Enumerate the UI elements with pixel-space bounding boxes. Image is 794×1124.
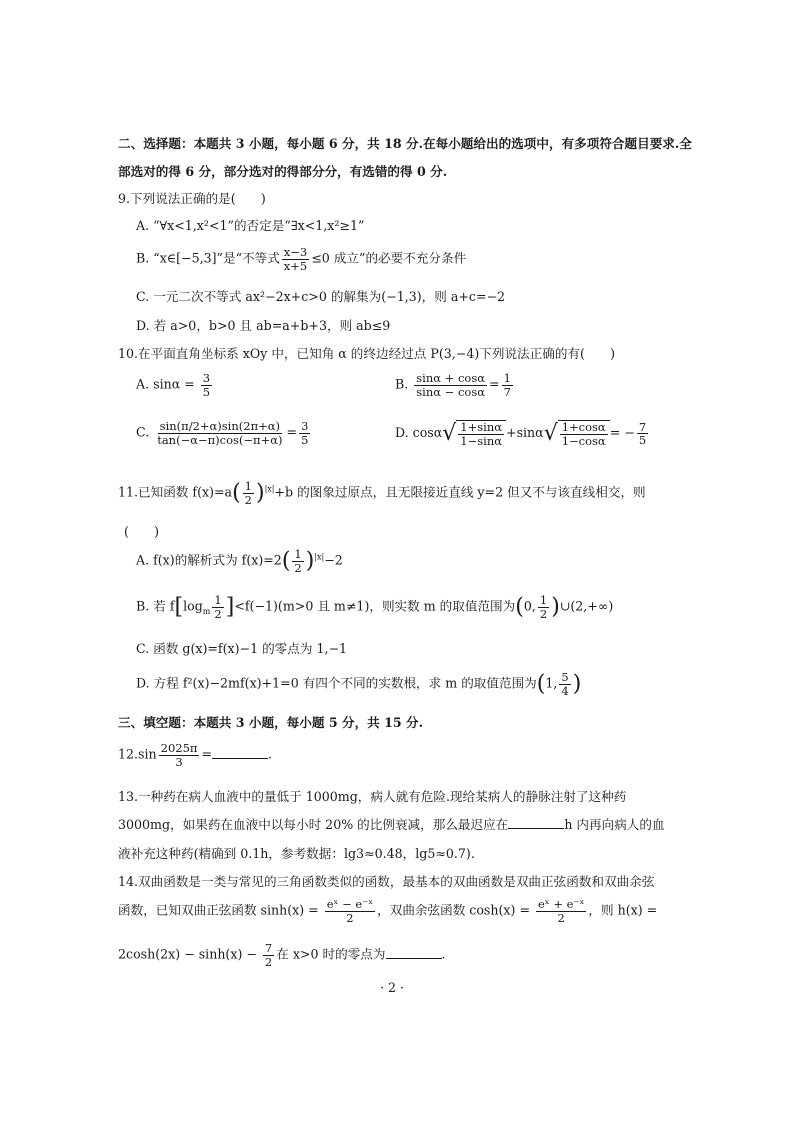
q9-option-c: C. 一元二次不等式 ax²−2x+c>0 的解集为(−1,3)，则 a+c=−2 <box>136 289 506 304</box>
q10-option-a: A. sinα = $\frac{3}{5}$ <box>136 371 211 399</box>
q11-stem-paren: ( ) <box>124 524 160 539</box>
q11-option-a: A. f(x)的解析式为 f(x)=2( $\frac{1}{2}$ )$^{|x|}$−2 <box>136 547 343 575</box>
q13-line1: 13.一种药在病人血液中的量低于 1000mg，病人就有危险.现给某病人的静脉注射了这种药 <box>118 789 627 804</box>
q10-option-b: B. $\frac{\sin\alpha + \cos\alpha}{\sin\alpha - \cos\alpha}$ = $\frac{1}{7}$ <box>395 371 511 399</box>
q11-option-d: D. 方程 f²(x)−2mf(x)+1=0 有四个不同的实数根，求 m 的取值范围为(1, $\frac{5}{4}$ ) <box>136 670 582 698</box>
section2-heading-line2: 部选对的得 6 分，部分选对的得部分分，有选错的得 0 分. <box>118 164 448 179</box>
q13-line2: 3000mg，如果药在血液中以每小时 20% 的比例衰减，那么最迟应在 h 内再向病人的血 <box>118 817 665 832</box>
q9-option-a: A. “∀x<1,x²<1”的否定是“∃x<1,x²≥1” <box>136 218 365 233</box>
q12: 12.sin $\frac{2025\pi}{3}$ = . <box>118 741 273 769</box>
q11-option-b: B. 若 $f[\log_m$ $\frac{1}{2}$ ]<f(−1)(m>0 且 m≠1)，则实数 m 的取值范围为(0, $\frac{1}{2}$ )∪(2,+∞) <box>136 593 614 621</box>
q14-answer-blank[interactable] <box>386 946 442 959</box>
q13-answer-blank[interactable] <box>508 816 564 829</box>
q10-stem: 10.在平面直角坐标系 xOy 中，已知角 α 的终边经过点 P(3,−4)下列说法正确的有( ) <box>118 346 616 361</box>
q14-line2: 函数，已知双曲正弦函数 sinh(x) = $\frac{\text{eˣ − e⁻ˣ}}{2}$ ，双曲余弦函数 cosh(x) = $\frac{\text{eˣ + e⁻ˣ}}{2}$ ，则 h(x) = <box>118 897 658 925</box>
q14-line3: 2cosh(2x) − sinh(x) − $\frac{7}{2}$ 在 x>0 时的零点为 . <box>118 941 446 969</box>
q9-option-b: B. “x∈[−5,3]”是“不等式 $\frac{x-3}{x+5}$ ≤0 成立”的必要不充分条件 <box>136 245 467 273</box>
q13-line3: 液补充这种药(精确到 0.1h，参考数据：lg3≈0.48，lg5≈0.7). <box>118 846 475 861</box>
q14-line1: 14.双曲函数是一类与常见的三角函数类似的函数，最基本的双曲函数是双曲正弦函数和双曲余弦 <box>118 874 655 889</box>
q12-answer-blank[interactable] <box>212 746 268 759</box>
q9-option-d: D. 若 a>0，b>0 且 ab=a+b+3，则 ab≤9 <box>136 318 391 333</box>
page-number: · 2 · <box>380 980 405 995</box>
q11-stem: 11.已知函数 f(x)=a( $\frac{1}{2}$ )$^{|x|}$+b 的图象过原点，且无限接近直线 y=2 但又不与该直线相交，则 <box>118 479 646 507</box>
section2-heading-line1: 二、选择题：本题共 3 小题，每小题 6 分，共 18 分.在每小题给出的选项中，有多项符合题目要求.全 <box>118 136 692 151</box>
q11-option-c: C. 函数 g(x)=f(x)−1 的零点为 1,−1 <box>136 641 348 656</box>
q10-option-d: D. cosα√ $\frac{1+\sin\alpha}{1-\sin\alpha}$ +sinα√ $\frac{1+\cos\alpha}{1-\cos\alpha}$ = − $\frac{7}{5}$ <box>395 419 647 448</box>
q10-option-c: C. $\frac{\sin(\pi/2+\alpha)\sin(2\pi+\alpha)}{\tan(-\alpha-\pi)\cos(-\pi+\alpha)}$ = $\frac{3}{5}$ <box>136 419 309 447</box>
q9-stem: 9.下列说法正确的是( ) <box>118 191 266 206</box>
section3-heading: 三、填空题：本题共 3 小题，每小题 5 分，共 15 分. <box>118 715 424 730</box>
